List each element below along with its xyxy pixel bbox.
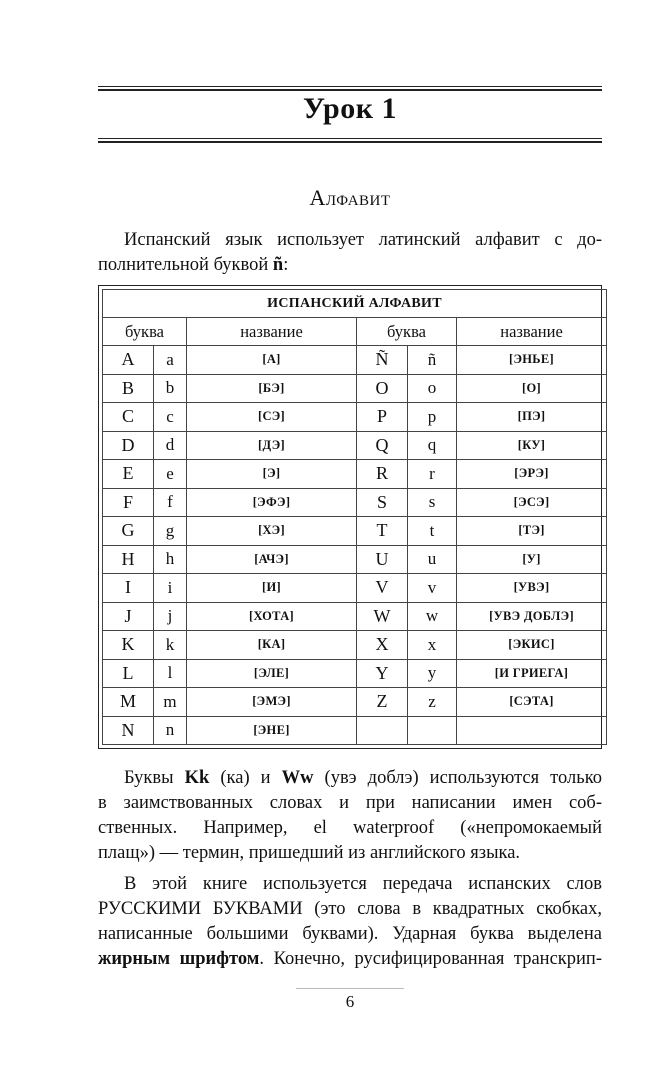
col-name-left: название [187,318,357,346]
alphabet-row [103,346,607,375]
letter-name: [О] [457,374,607,403]
letter-lower: e [154,460,187,489]
letter-name: [ЭРЭ] [457,460,607,489]
letter-upper: F [103,488,154,517]
letter-name: [ЭМЭ] [187,688,357,717]
letter-lower: b [154,374,187,403]
letter-lower: d [154,431,187,460]
alphabet-row [103,659,607,688]
p2-line-2: РУССКИМИ БУКВАМИ (это слова в квадратных скобках, [98,899,602,919]
letter-lower: v [408,574,457,603]
letter-upper: P [357,403,408,432]
letter-lower: g [154,517,187,546]
alphabet-row [103,688,607,717]
letter-lower: q [408,431,457,460]
letter-lower: y [408,659,457,688]
intro-bold-letter: ñ [272,255,284,275]
title-rule-thin [98,138,602,139]
letter-upper: S [357,488,408,517]
letter-upper: B [103,374,154,403]
letter-name: [ЭКИС] [457,631,607,660]
letter-name: [УВЭ] [457,574,607,603]
alphabet-row [103,574,607,603]
letter-name: [УВЭ ДОБЛЭ] [457,602,607,631]
p1-bold-kk: Kk [184,768,210,788]
letter-lower: i [154,574,187,603]
letter-name: [СЭ] [187,403,357,432]
letter-lower: w [408,602,457,631]
letter-name: [ТЭ] [457,517,607,546]
letter-name: [ЭНЕ] [187,716,357,745]
alphabet-row [103,716,607,745]
letter-upper: X [357,631,408,660]
intro-paragraph [98,228,602,278]
alphabet-row [103,631,607,660]
intro-colon: : [283,255,289,275]
p1-bold-ww: Ww [281,768,314,788]
letter-upper: O [357,374,408,403]
p1-line-4: плащ») — термин, пришедший из английского языка. [98,843,521,863]
letter-lower: u [408,545,457,574]
letter-lower: t [408,517,457,546]
letter-name: [БЭ] [187,374,357,403]
lesson-title: Урок 1 [302,92,398,125]
letter-upper: E [103,460,154,489]
intro-line-2 [98,253,602,278]
col-letter-right: буква [357,318,457,346]
title-rule-thick [98,141,602,143]
letter-upper: A [103,346,154,375]
letter-lower: a [154,346,187,375]
p1-line-1 [98,766,602,791]
letter-lower: ñ [408,346,457,375]
letter-lower: n [154,716,187,745]
alphabet-row [103,460,607,489]
letter-name: [КА] [187,631,357,660]
top-rule-thin [98,86,602,87]
letter-lower: k [154,631,187,660]
letter-upper: U [357,545,408,574]
footer-rule [296,988,404,989]
letter-name: [ЭНЬЕ] [457,346,607,375]
letter-upper: Z [357,688,408,717]
letter-name: [ЭЛЕ] [187,659,357,688]
letter-upper: Ñ [357,346,408,375]
letter-lower: z [408,688,457,717]
letter-lower: c [154,403,187,432]
p1-line-2: в заимствованных словах и при написании имен соб- [98,793,602,813]
alphabet-row [103,431,607,460]
p1-text-e: (увэ доблэ) используются только [313,768,602,788]
alphabet-grid [102,289,607,745]
p1-line-3: ственных. Например, el waterproof («непромокаемый [98,818,602,838]
letter-upper: N [103,716,154,745]
letter-upper: M [103,688,154,717]
p2-line-3: написанные большими буквами). Ударная буква выделена [98,924,602,944]
letter-upper: Q [357,431,408,460]
letter-upper: T [357,517,408,546]
letter-lower: f [154,488,187,517]
letter-lower [408,716,457,745]
alphabet-table [98,285,602,749]
letter-name: [У] [457,545,607,574]
letter-lower: j [154,602,187,631]
letter-upper: J [103,602,154,631]
letter-lower: h [154,545,187,574]
letter-name: [Э] [187,460,357,489]
alphabet-row [103,545,607,574]
p1-text-c: (ка) и [209,768,282,788]
alphabet-row [103,374,607,403]
letter-upper [357,716,408,745]
letter-name: [ДЭ] [187,431,357,460]
letter-upper: C [103,403,154,432]
col-letter-left: буква [103,318,187,346]
p1-text-a: Буквы [124,768,185,788]
letter-upper: D [103,431,154,460]
intro-line-1: Испанский язык использует латинский алфавит с до- [124,230,602,250]
letter-upper: K [103,631,154,660]
letter-lower: o [408,374,457,403]
p2-rest-text: . Конечно, русифицированная транскрип- [259,949,602,969]
top-rule-thick [98,89,602,91]
paragraph-1 [98,766,602,866]
letter-name: [КУ] [457,431,607,460]
letter-upper: V [357,574,408,603]
letter-name: [ХОТА] [187,602,357,631]
letter-lower: r [408,460,457,489]
alphabet-row [103,403,607,432]
alphabet-body [103,346,607,745]
p2-line-4 [98,947,602,972]
letter-name: [И ГРИЕГА] [457,659,607,688]
header-row [103,318,607,346]
letter-lower: l [154,659,187,688]
letter-upper: W [357,602,408,631]
letter-upper: L [103,659,154,688]
letter-upper: Y [357,659,408,688]
letter-upper: I [103,574,154,603]
letter-name: [А] [187,346,357,375]
letter-lower: s [408,488,457,517]
letter-name: [ХЭ] [187,517,357,546]
letter-lower: p [408,403,457,432]
paragraph-2 [98,872,602,972]
alphabet-row [103,517,607,546]
col-name-right: название [457,318,607,346]
page-number: 6 [345,992,355,1011]
letter-name: [ЭФЭ] [187,488,357,517]
letter-name: [И] [187,574,357,603]
alphabet-row [103,488,607,517]
letter-upper: R [357,460,408,489]
intro-text: полнительной буквой [98,255,273,275]
alphabet-row [103,602,607,631]
section-title: Алфавит [309,185,391,210]
letter-name: [АЧЭ] [187,545,357,574]
letter-name [457,716,607,745]
table-caption: ИСПАНСКИЙ АЛФАВИТ [103,290,607,318]
p2-bold-text: жирным шрифтом [98,949,260,969]
letter-name: [СЭТА] [457,688,607,717]
letter-name: [ПЭ] [457,403,607,432]
p2-line-1: В этой книге используется передача испанских слов [124,874,602,894]
letter-upper: G [103,517,154,546]
letter-lower: m [154,688,187,717]
caption-row [103,290,607,318]
letter-lower: x [408,631,457,660]
letter-upper: H [103,545,154,574]
letter-name: [ЭСЭ] [457,488,607,517]
